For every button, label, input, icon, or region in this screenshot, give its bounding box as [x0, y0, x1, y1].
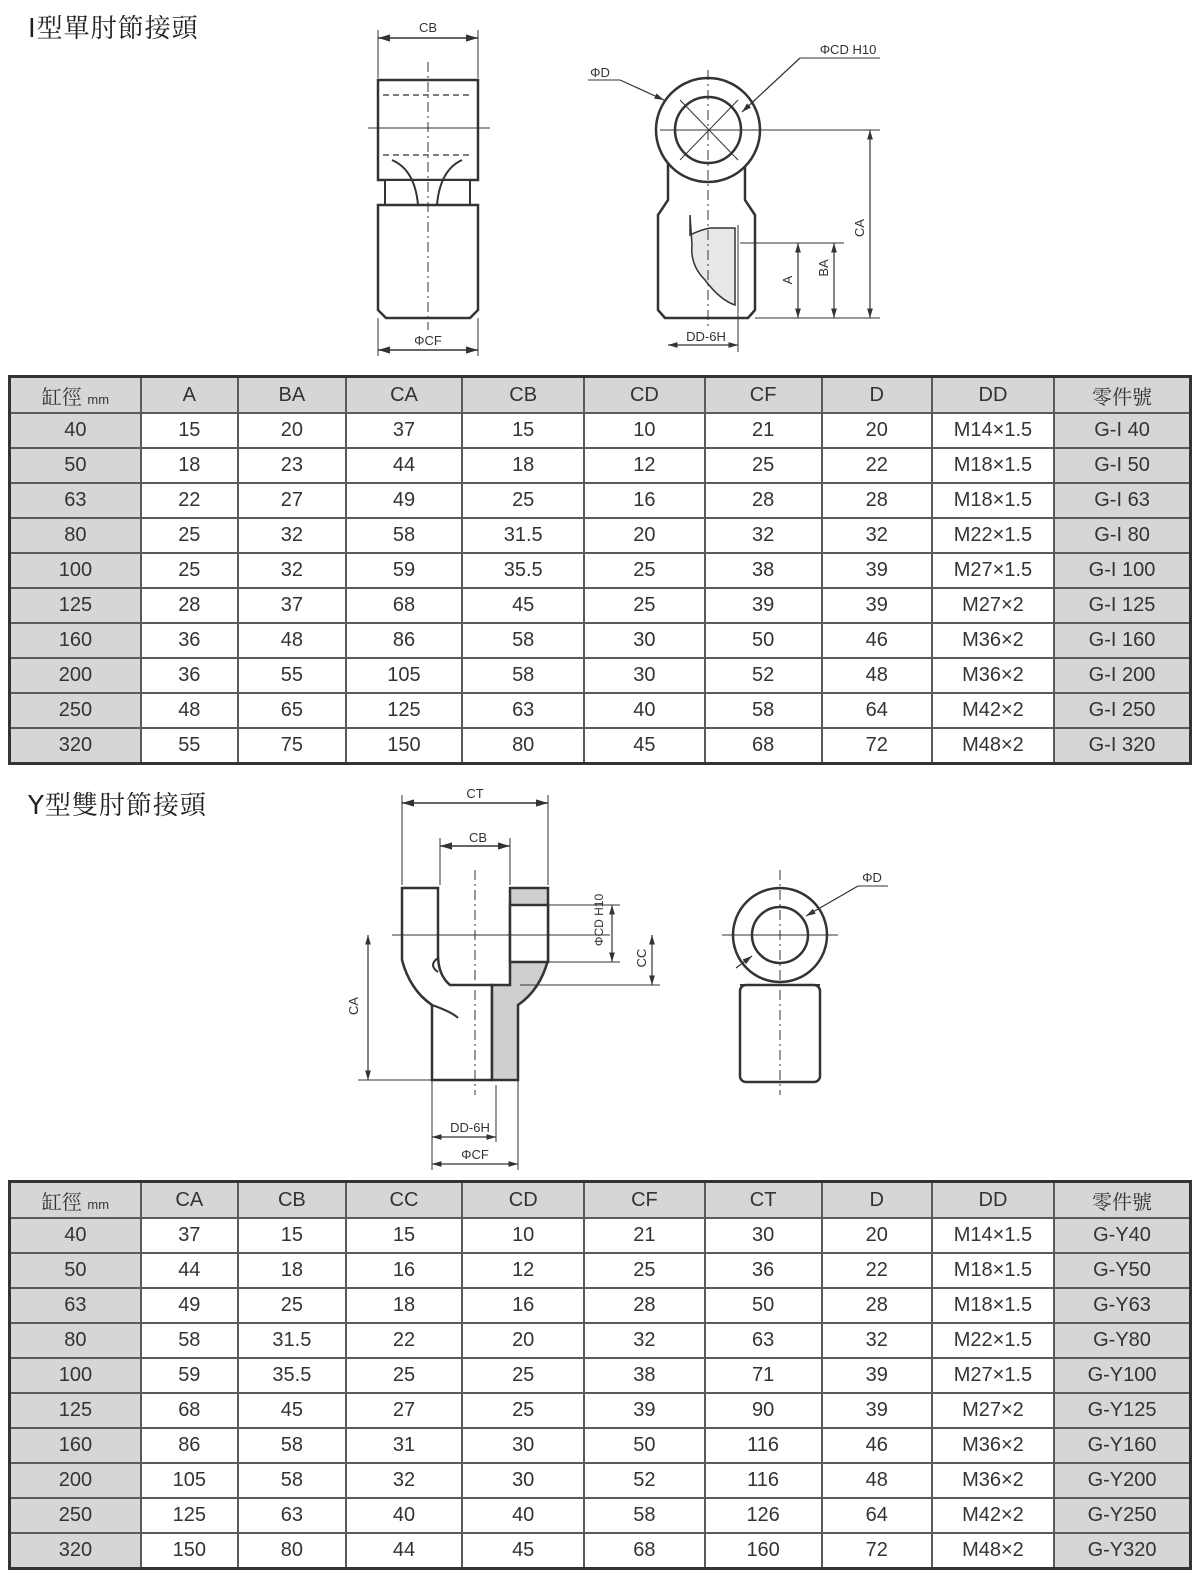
table-cell: 68 — [584, 1533, 704, 1569]
table-cell: 55 — [238, 658, 346, 693]
table-cell: 15 — [462, 413, 584, 448]
bore-cell: 100 — [10, 553, 141, 588]
bore-cell: 63 — [10, 483, 141, 518]
table-cell: 38 — [584, 1358, 704, 1393]
table-cell: 44 — [141, 1253, 238, 1288]
part-number-cell: G-Y200 — [1054, 1463, 1190, 1498]
bore-cell: 320 — [10, 728, 141, 764]
table-cell: 12 — [462, 1253, 584, 1288]
table-row — [10, 728, 1191, 764]
table-cell: 125 — [141, 1498, 238, 1533]
part-number-cell: G-I 80 — [1054, 518, 1190, 553]
table-cell: 25 — [462, 483, 584, 518]
table-cell: M48×2 — [932, 1533, 1054, 1569]
table-cell: 39 — [705, 588, 822, 623]
table-cell: 25 — [584, 588, 704, 623]
part-number-cell: G-I 125 — [1054, 588, 1190, 623]
bore-cell: 80 — [10, 518, 141, 553]
table-cell: 50 — [705, 623, 822, 658]
table-row — [10, 518, 1191, 553]
table-cell: 58 — [238, 1463, 346, 1498]
dim-cf-label: ΦCF — [414, 333, 442, 348]
table-cell: 125 — [346, 693, 462, 728]
table-cell: 23 — [238, 448, 346, 483]
table-cell: 21 — [705, 413, 822, 448]
table-cell: 36 — [705, 1253, 822, 1288]
table-cell: M36×2 — [932, 623, 1054, 658]
table-row — [10, 693, 1191, 728]
bore-unit: mm — [87, 1196, 110, 1212]
dim-cb-label: CB — [418, 20, 438, 35]
table-cell: M22×1.5 — [932, 1323, 1054, 1358]
table-cell: 32 — [238, 518, 346, 553]
table-cell: M36×2 — [932, 1463, 1054, 1498]
part-number-cell: G-Y125 — [1054, 1393, 1190, 1428]
table-cell: M27×2 — [932, 1393, 1054, 1428]
table-cell: 48 — [238, 623, 346, 658]
table-cell: 28 — [822, 483, 932, 518]
bore-cell: 250 — [10, 693, 141, 728]
table-cell: 25 — [705, 448, 822, 483]
table-cell: 35.5 — [238, 1358, 346, 1393]
table-cell: 150 — [141, 1533, 238, 1569]
table-cell: 105 — [141, 1463, 238, 1498]
table-cell: 27 — [238, 483, 346, 518]
table-row — [10, 1323, 1191, 1358]
part-number-cell: G-Y40 — [1054, 1218, 1190, 1253]
part-number-cell: G-Y100 — [1054, 1358, 1190, 1393]
column-header: CF — [584, 1182, 704, 1219]
table-cell: 25 — [141, 553, 238, 588]
table-cell: 25 — [141, 518, 238, 553]
dim-cb-y-label: CB — [468, 830, 488, 845]
table-cell: 16 — [346, 1253, 462, 1288]
table-cell: 32 — [346, 1463, 462, 1498]
table-cell: 30 — [705, 1218, 822, 1253]
column-header: 零件號 — [1054, 1182, 1190, 1219]
part-number-cell: G-Y50 — [1054, 1253, 1190, 1288]
table-row — [10, 1288, 1191, 1323]
column-header: BA — [238, 377, 346, 414]
table-cell: 32 — [822, 1323, 932, 1358]
table-cell: 12 — [584, 448, 704, 483]
part-number-cell: G-Y63 — [1054, 1288, 1190, 1323]
bore-header — [10, 377, 141, 414]
table-cell: 20 — [822, 1218, 932, 1253]
table-cell: 32 — [238, 553, 346, 588]
table-cell: 31.5 — [462, 518, 584, 553]
table-cell: 126 — [705, 1498, 822, 1533]
column-header: CD — [584, 377, 704, 414]
table-cell: 64 — [822, 693, 932, 728]
bore-header-label: 缸徑 — [41, 386, 82, 409]
table-cell: 59 — [346, 553, 462, 588]
table-row — [10, 1218, 1191, 1253]
table-header-row — [10, 1182, 1191, 1219]
part-number-cell: G-I 63 — [1054, 483, 1190, 518]
table-row — [10, 623, 1191, 658]
table-cell: 46 — [822, 1428, 932, 1463]
table-row — [10, 1498, 1191, 1533]
table-cell: 39 — [822, 553, 932, 588]
bore-cell: 200 — [10, 1463, 141, 1498]
table-cell: 105 — [346, 658, 462, 693]
table-cell: M14×1.5 — [932, 1218, 1054, 1253]
part-number-cell: G-I 250 — [1054, 693, 1190, 728]
table-cell: M18×1.5 — [932, 483, 1054, 518]
table-cell: 32 — [705, 518, 822, 553]
bore-header-label: 缸徑 — [41, 1191, 82, 1214]
table-cell: 40 — [462, 1498, 584, 1533]
dim-cd-label: ΦCD H10 — [819, 42, 877, 57]
table-cell: 18 — [346, 1288, 462, 1323]
table-cell: M22×1.5 — [932, 518, 1054, 553]
table-cell: 150 — [346, 728, 462, 764]
table-cell: 31 — [346, 1428, 462, 1463]
table-cell: 160 — [705, 1533, 822, 1569]
table-cell: M48×2 — [932, 728, 1054, 764]
column-header: D — [822, 377, 932, 414]
part-number-cell: G-I 200 — [1054, 658, 1190, 693]
table-cell: 65 — [238, 693, 346, 728]
table-cell: 30 — [584, 658, 704, 693]
table-cell: 39 — [822, 588, 932, 623]
table-cell: 20 — [462, 1323, 584, 1358]
table-cell: 116 — [705, 1463, 822, 1498]
table-row — [10, 658, 1191, 693]
table-cell: M18×1.5 — [932, 448, 1054, 483]
table-cell: 40 — [584, 693, 704, 728]
table-cell: 37 — [346, 413, 462, 448]
table-row — [10, 1253, 1191, 1288]
part-number-cell: G-I 320 — [1054, 728, 1190, 764]
table-cell: 63 — [238, 1498, 346, 1533]
part-number-cell: G-I 160 — [1054, 623, 1190, 658]
table-cell: 40 — [346, 1498, 462, 1533]
i-type-spec-table — [8, 375, 1192, 765]
table-cell: 72 — [822, 728, 932, 764]
table-cell: 64 — [822, 1498, 932, 1533]
table-cell: 58 — [705, 693, 822, 728]
table-cell: 30 — [584, 623, 704, 658]
table-row — [10, 1428, 1191, 1463]
i-side-view — [368, 62, 490, 330]
dim-d-label: ΦD — [590, 65, 610, 80]
table-cell: 59 — [141, 1358, 238, 1393]
table-cell: 18 — [238, 1253, 346, 1288]
table-cell: 48 — [822, 1463, 932, 1498]
table-row — [10, 1393, 1191, 1428]
table-cell: 68 — [705, 728, 822, 764]
bore-cell: 100 — [10, 1358, 141, 1393]
table-cell: 72 — [822, 1533, 932, 1569]
table-cell: 20 — [238, 413, 346, 448]
bore-header — [10, 1182, 141, 1219]
table-cell: 38 — [705, 553, 822, 588]
y-type-spec-table — [8, 1180, 1192, 1570]
table-cell: 71 — [705, 1358, 822, 1393]
table-cell: 39 — [822, 1393, 932, 1428]
i-type-drawing — [0, 0, 1200, 365]
column-header: CT — [705, 1182, 822, 1219]
bore-cell: 63 — [10, 1288, 141, 1323]
table-cell: 22 — [141, 483, 238, 518]
table-cell: 25 — [346, 1358, 462, 1393]
table-cell: 37 — [238, 588, 346, 623]
table-cell: M27×2 — [932, 588, 1054, 623]
dim-ct-label: CT — [466, 786, 484, 801]
table-cell: 37 — [141, 1218, 238, 1253]
column-header: CA — [346, 377, 462, 414]
part-number-cell: G-Y250 — [1054, 1498, 1190, 1533]
table-cell: 15 — [238, 1218, 346, 1253]
section-y-title: Y型雙肘節接頭 — [28, 791, 207, 821]
bore-cell: 125 — [10, 588, 141, 623]
bore-cell: 200 — [10, 658, 141, 693]
table-cell: 16 — [584, 483, 704, 518]
table-cell: 36 — [141, 623, 238, 658]
column-header: D — [822, 1182, 932, 1219]
dim-cf-y-label: ΦCF — [461, 1147, 489, 1162]
dim-ba-label: BA — [816, 259, 831, 277]
table-cell: 58 — [346, 518, 462, 553]
table-cell: 48 — [822, 658, 932, 693]
table-cell: 58 — [141, 1323, 238, 1358]
table-cell: 63 — [705, 1323, 822, 1358]
table-cell: 44 — [346, 448, 462, 483]
table-cell: 45 — [238, 1393, 346, 1428]
table-cell: 28 — [705, 483, 822, 518]
table-cell: 16 — [462, 1288, 584, 1323]
table-cell: 63 — [462, 693, 584, 728]
table-cell: 28 — [584, 1288, 704, 1323]
table-cell: M36×2 — [932, 658, 1054, 693]
table-cell: 25 — [238, 1288, 346, 1323]
dim-d-y-label: ΦD — [862, 870, 882, 885]
column-header: CD — [462, 1182, 584, 1219]
dim-ca-y-label: CA — [346, 996, 361, 1016]
table-cell: 50 — [584, 1428, 704, 1463]
table-cell: 27 — [346, 1393, 462, 1428]
table-cell: 49 — [346, 483, 462, 518]
table-cell: 45 — [462, 1533, 584, 1569]
bore-cell: 50 — [10, 448, 141, 483]
section-i-title: I型單肘節接頭 — [28, 14, 199, 44]
part-number-cell: G-Y160 — [1054, 1428, 1190, 1463]
bore-cell: 320 — [10, 1533, 141, 1569]
table-cell: 68 — [141, 1393, 238, 1428]
table-cell: 44 — [346, 1533, 462, 1569]
table-cell: 15 — [141, 413, 238, 448]
table-cell: 32 — [584, 1323, 704, 1358]
column-header: CC — [346, 1182, 462, 1219]
dim-a-label: A — [780, 275, 795, 285]
part-number-cell: G-Y320 — [1054, 1533, 1190, 1569]
table-cell: 10 — [462, 1218, 584, 1253]
part-number-cell: G-I 40 — [1054, 413, 1190, 448]
table-cell: 28 — [141, 588, 238, 623]
table-cell: 25 — [584, 553, 704, 588]
table-cell: 31.5 — [238, 1323, 346, 1358]
bore-unit: mm — [87, 391, 110, 407]
bore-cell: 250 — [10, 1498, 141, 1533]
table-cell: 58 — [462, 658, 584, 693]
dim-cd-y-label: ΦCD H10 — [592, 893, 606, 947]
table-cell: 10 — [584, 413, 704, 448]
table-cell: 25 — [462, 1393, 584, 1428]
dim-cc-label: CC — [634, 948, 649, 968]
table-header-row — [10, 377, 1191, 414]
table-row — [10, 413, 1191, 448]
table-cell: 45 — [584, 728, 704, 764]
table-cell: M18×1.5 — [932, 1253, 1054, 1288]
table-cell: 30 — [462, 1463, 584, 1498]
table-cell: M14×1.5 — [932, 413, 1054, 448]
table-cell: 58 — [238, 1428, 346, 1463]
table-cell: 86 — [346, 623, 462, 658]
table-cell: 45 — [462, 588, 584, 623]
table-cell: 22 — [822, 448, 932, 483]
table-cell: M27×1.5 — [932, 1358, 1054, 1393]
table-cell: 21 — [584, 1218, 704, 1253]
part-number-cell: G-I 50 — [1054, 448, 1190, 483]
bore-cell: 125 — [10, 1393, 141, 1428]
table-cell: 58 — [584, 1498, 704, 1533]
table-cell: 25 — [584, 1253, 704, 1288]
table-row — [10, 1463, 1191, 1498]
table-row — [10, 588, 1191, 623]
table-cell: M36×2 — [932, 1428, 1054, 1463]
table-cell: 48 — [141, 693, 238, 728]
part-number-cell: G-I 100 — [1054, 553, 1190, 588]
table-cell: 39 — [822, 1358, 932, 1393]
table-row — [10, 553, 1191, 588]
table-cell: 116 — [705, 1428, 822, 1463]
table-cell: 52 — [705, 658, 822, 693]
column-header: DD — [932, 377, 1054, 414]
dim-dd-y-label: DD-6H — [450, 1120, 490, 1135]
part-number-cell: G-Y80 — [1054, 1323, 1190, 1358]
bore-cell: 40 — [10, 413, 141, 448]
table-cell: 25 — [462, 1358, 584, 1393]
table-row — [10, 1358, 1191, 1393]
table-cell: 28 — [822, 1288, 932, 1323]
table-cell: 18 — [462, 448, 584, 483]
bore-cell: 160 — [10, 1428, 141, 1463]
table-cell: 15 — [346, 1218, 462, 1253]
table-cell: 80 — [462, 728, 584, 764]
table-cell: 49 — [141, 1288, 238, 1323]
table-cell: M18×1.5 — [932, 1288, 1054, 1323]
table-cell: 32 — [822, 518, 932, 553]
table-cell: 68 — [346, 588, 462, 623]
column-header: A — [141, 377, 238, 414]
bore-cell: 160 — [10, 623, 141, 658]
table-row — [10, 448, 1191, 483]
table-cell: M27×1.5 — [932, 553, 1054, 588]
table-cell: 18 — [141, 448, 238, 483]
table-cell: 80 — [238, 1533, 346, 1569]
column-header: CA — [141, 1182, 238, 1219]
table-cell: 30 — [462, 1428, 584, 1463]
table-cell: 20 — [822, 413, 932, 448]
table-cell: 52 — [584, 1463, 704, 1498]
table-cell: M42×2 — [932, 693, 1054, 728]
table-row — [10, 1533, 1191, 1569]
table-cell: 55 — [141, 728, 238, 764]
table-cell: 75 — [238, 728, 346, 764]
column-header: 零件號 — [1054, 377, 1190, 414]
table-row — [10, 483, 1191, 518]
bore-cell: 80 — [10, 1323, 141, 1358]
table-cell: M42×2 — [932, 1498, 1054, 1533]
table-cell: 46 — [822, 623, 932, 658]
table-cell: 58 — [462, 623, 584, 658]
bore-cell: 50 — [10, 1253, 141, 1288]
table-cell: 22 — [346, 1323, 462, 1358]
column-header: CF — [705, 377, 822, 414]
column-header: DD — [932, 1182, 1054, 1219]
y-type-drawing — [0, 780, 1200, 1175]
table-cell: 86 — [141, 1428, 238, 1463]
table-cell: 39 — [584, 1393, 704, 1428]
dim-ca-label: CA — [852, 218, 867, 238]
table-cell: 90 — [705, 1393, 822, 1428]
bore-cell: 40 — [10, 1218, 141, 1253]
table-cell: 36 — [141, 658, 238, 693]
column-header: CB — [462, 377, 584, 414]
table-cell: 35.5 — [462, 553, 584, 588]
column-header: CB — [238, 1182, 346, 1219]
table-cell: 22 — [822, 1253, 932, 1288]
table-cell: 20 — [584, 518, 704, 553]
dim-dd-label: DD-6H — [686, 329, 726, 344]
table-cell: 50 — [705, 1288, 822, 1323]
